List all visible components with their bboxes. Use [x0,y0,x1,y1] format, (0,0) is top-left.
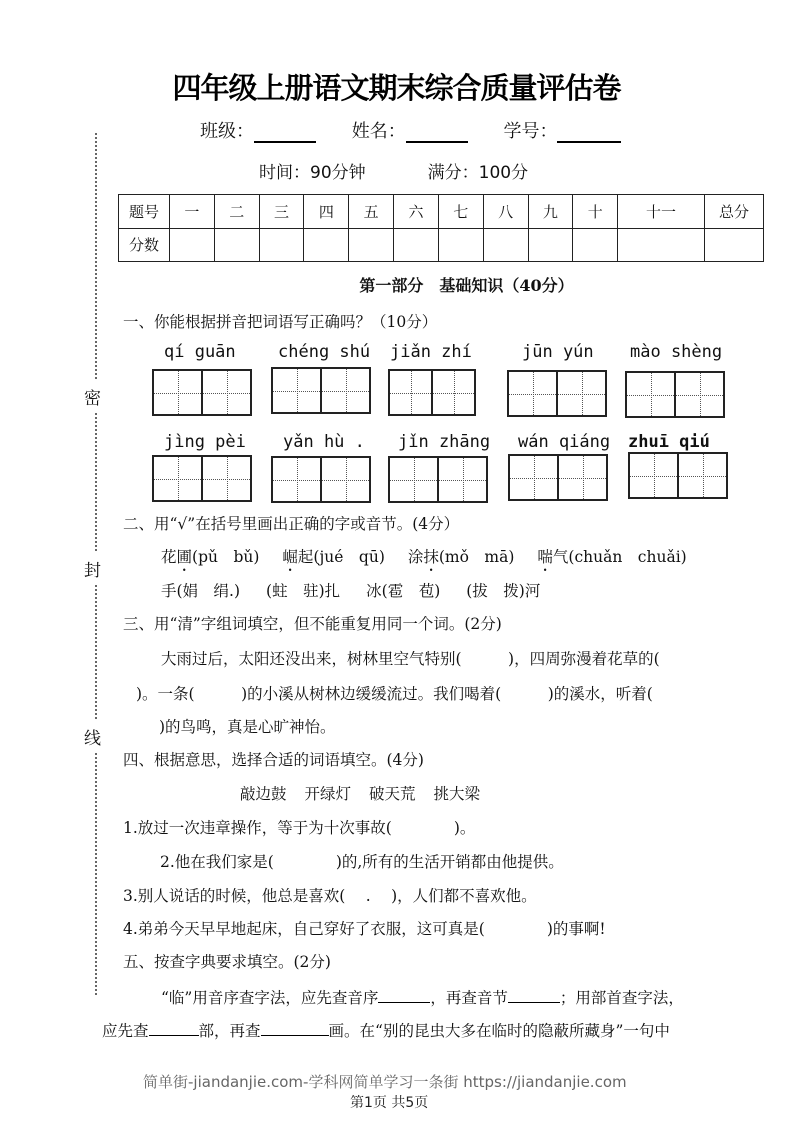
exam-meta [259,158,590,183]
char-dotted: 抹 [423,548,439,566]
score-cell[interactable] [394,228,439,262]
writing-grid[interactable] [271,456,371,503]
pinyin-options[interactable]: (mǒ mā) [438,548,515,566]
pinyin-options[interactable]: (jué qū) [313,548,385,566]
class-label: 班级： [200,121,254,142]
char: 花 [161,548,177,566]
q4-item-3[interactable]: 3.别人说话的时候，他总是喜欢( . )，人们都不喜欢他。 [123,887,537,905]
pinyin-label: zhuī qiú [628,432,710,452]
score-row [119,228,764,262]
char-dotted: 崛 [282,548,298,566]
q4-item-1[interactable]: 1.放过一次违章操作，等于为十次事故( )。 [123,819,476,837]
char-options[interactable]: 手(娟 绢.) [161,582,241,600]
writing-grid[interactable] [507,370,607,417]
char-dotted: 圃 [176,548,193,566]
score-label: 分数 [119,228,170,262]
q1-title: 一、你能根据拼音把词语写正确吗？（10分） [123,313,438,331]
char-options[interactable]: (拔 拨)河 [466,582,541,600]
total-score-cell[interactable] [705,228,764,262]
score-cell[interactable] [170,228,215,262]
class-blank[interactable] [254,125,316,143]
id-blank[interactable] [557,125,621,143]
pinyin-label: qí guān [164,342,236,362]
col-header: 五 [349,195,394,229]
q3-title: 三、用“清”字组词填空，但不能重复用同一个词。(2分) [123,615,502,633]
id-field[interactable] [503,117,621,143]
q2-line1 [161,545,687,567]
pinyin-label: chéng shú [278,342,371,362]
seal-char-xian: 线 [84,720,101,753]
word-option: 开绿灯 [304,785,352,803]
writing-grid[interactable] [388,369,476,416]
writing-grid[interactable] [271,367,371,414]
writing-grid[interactable] [625,371,725,418]
score-cell[interactable] [304,228,349,262]
col-header: 九 [528,195,573,229]
name-field[interactable] [352,117,468,143]
word-option: 挑大梁 [433,785,481,803]
col-header: 总分 [705,195,764,229]
blank-phonetic-initial[interactable] [378,988,430,1003]
pinyin-label: wán qiáng [518,432,611,452]
question-number-row [119,195,764,229]
pinyin-label: mào shèng [630,342,723,362]
word-option: 敲边鼓 [240,785,287,803]
q2-line2 [161,579,540,601]
q5-line1 [161,986,684,1008]
q2-item [161,548,259,566]
pinyin-label: jǐn zhāng [398,432,491,452]
pinyin-label: jìng pèi [164,432,246,452]
q4-item-4[interactable]: 4.弟弟今天早早地起床，自己穿好了衣服，这可真是( )的事啊! [123,920,606,938]
q5-text: 应先查 [102,1022,149,1040]
q3-line3[interactable]: )的鸟鸣，真是心旷神怡。 [159,718,336,736]
class-field[interactable] [200,117,316,143]
pinyin-label: jūn yún [522,342,594,362]
score-cell[interactable] [528,228,573,262]
char-options[interactable]: (蛀 驻)扎 [266,582,341,600]
char: 气 [552,548,569,566]
q2-item [408,548,515,566]
watermark: 简单街-jiandanjie.com-学科网简单学习一条街 https://jiandanjie.com [143,1073,627,1091]
seal-char-mi: 密 [84,380,101,413]
q4-title: 四、根据意思，选择合适的词语填空。(4分) [123,751,424,769]
q5-text: ，再查音节 [430,989,508,1007]
exam-title: 四年级上册语文期末综合质量评估卷 [172,71,621,105]
q5-text: 部，再查 [198,1022,261,1040]
pinyin-label: jiǎn zhí [390,342,472,362]
writing-grid[interactable] [152,455,252,502]
writing-grid[interactable] [628,452,728,499]
col-header: 八 [483,195,528,229]
char-options[interactable]: 冰(雹 苞) [366,582,441,600]
writing-grid[interactable] [152,369,252,416]
q3-line2[interactable]: )。一条( )的小溪从树林边缓缓流过。我们喝着( )的溪水，听着( [136,685,653,703]
col-header: 四 [304,195,349,229]
col-header: 六 [394,195,439,229]
name-blank[interactable] [406,125,468,143]
q5-text: “临”用音序查字法，应先查音序 [161,989,379,1007]
blank-stroke-count[interactable] [261,1021,329,1036]
q2-title: 二、用“√”在括号里画出正确的字或音节。(4分） [123,515,460,533]
q3-line1[interactable]: 大雨过后，太阳还没出来，树林里空气特别( )，四周弥漫着花草的( [161,650,660,668]
id-label: 学号： [503,121,558,142]
score-table [118,194,764,262]
col-header: 一 [170,195,215,229]
col-header: 七 [438,195,483,229]
full-score: 满分：100分 [427,163,529,183]
pinyin-label: yǎn hù . [283,432,365,452]
question-number-label: 题号 [119,195,170,229]
q4-options [240,782,480,804]
q5-title: 五、按查字典要求填空。(2分) [123,953,331,971]
col-header: 三 [259,195,304,229]
q4-item-2[interactable]: 2.他在我们家是( )的,所有的生活开销都由他提供。 [160,853,564,871]
score-cell[interactable] [259,228,304,262]
char: 涂 [407,548,424,566]
q5-text: 画。在“别的昆虫大多在临时的隐蔽所藏身”一句中 [328,1022,670,1040]
pinyin-options[interactable]: (pǔ bǔ) [192,548,260,566]
name-label: 姓名： [351,121,406,142]
col-header: 十一 [618,195,705,229]
col-header: 十 [573,195,618,229]
pinyin-options[interactable]: (chuǎn chuǎi) [568,548,687,566]
student-info-row [200,117,651,143]
char-dotted: 喘 [537,548,553,566]
time-limit: 时间：90分钟 [259,163,366,183]
word-option: 破天荒 [369,785,416,803]
seal-char-feng: 封 [84,552,101,585]
writing-grid[interactable] [388,456,488,503]
score-cell[interactable] [214,228,259,262]
q2-item [537,548,686,566]
blank-radical[interactable] [149,1021,199,1036]
q2-item [282,548,385,566]
q5-line2 [102,1019,670,1041]
char: 起 [297,548,314,566]
q5-text: ；用部首查字法， [559,989,684,1007]
part1-title: 第一部分 基础知识（40分） [359,276,574,295]
score-cell[interactable] [483,228,528,262]
score-cell[interactable] [349,228,394,262]
col-header: 二 [214,195,259,229]
score-cell[interactable] [438,228,483,262]
page-number: 第1页 共5页 [350,1095,429,1111]
writing-grid[interactable] [508,454,608,501]
blank-syllable[interactable] [508,988,560,1003]
score-cell[interactable] [573,228,618,262]
score-cell[interactable] [618,228,705,262]
